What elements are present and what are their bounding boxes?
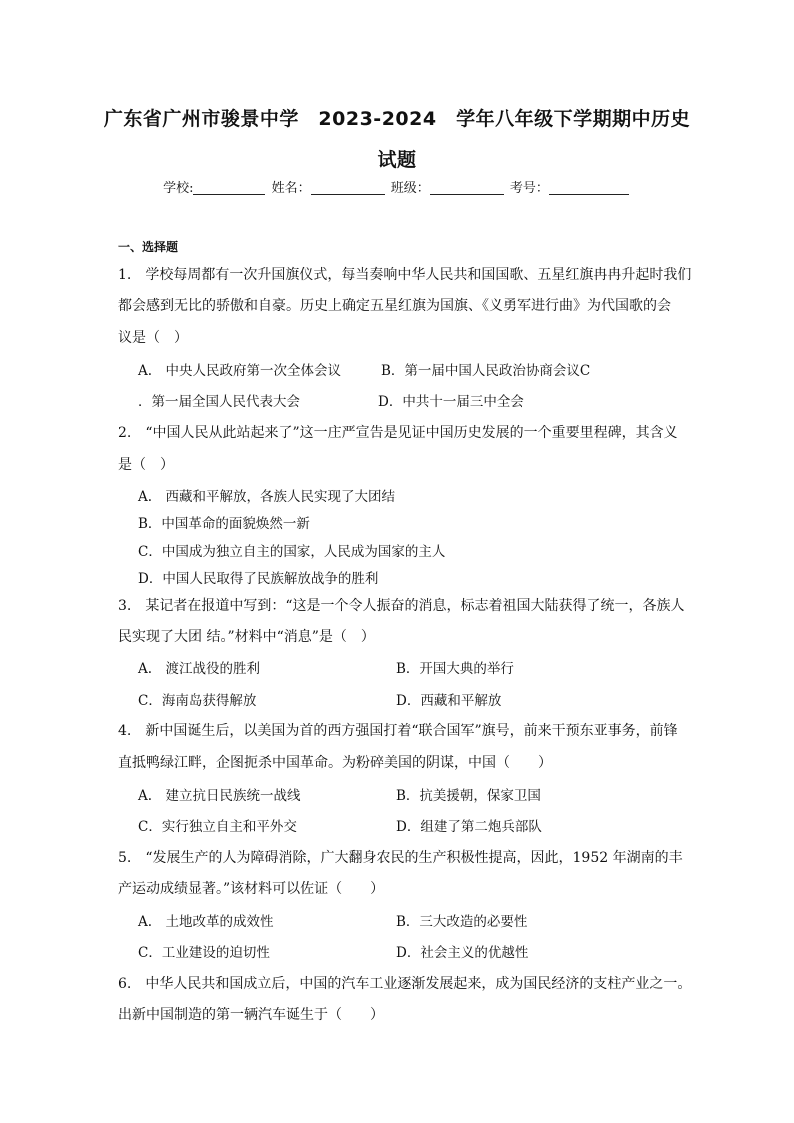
- q4-option-d: D．组建了第二炮兵部队: [396, 819, 542, 835]
- q2-option-b: B．中国革命的面貌焕然一新: [138, 516, 310, 532]
- q4-option-c: C．实行独立自主和平外交: [138, 819, 297, 835]
- exam-title-line2: 试题: [377, 149, 417, 171]
- q5-option-a: A. 土地改革的成效性: [138, 914, 274, 930]
- exam-number-blank[interactable]: [549, 180, 629, 195]
- q3-stem-line2: 民实现了大团 结。”材料中“消息”是（ ）: [118, 629, 375, 645]
- q2-stem-line1: 2. “中国人民从此站起来了”这一庄严宣告是见证中国历史发展的一个重要里程碑，其含义: [118, 425, 678, 441]
- q2-option-d: D．中国人民取得了民族解放战争的胜利: [138, 571, 379, 587]
- q4-option-b: B．抗美援朝，保家卫国: [396, 788, 541, 804]
- q4-stem-line2: 直抵鸭绿江畔，企图扼杀中国革命。为粉碎美国的阴谋，中国（ ）: [118, 755, 552, 771]
- q4-stem-line1: 4. 新中国诞生后，以美国为首的西方强国打着“联合国军”旗号，前来干预东亚事务，前锋: [118, 723, 678, 739]
- q5-option-b: B．三大改造的必要性: [396, 914, 528, 930]
- q6-stem-line2: 出新中国制造的第一辆汽车诞生于（ ）: [118, 1007, 384, 1023]
- q4-option-a: A. 建立抗日民族统一战线: [138, 788, 301, 804]
- section-heading: 一、选择题: [118, 240, 179, 254]
- student-info-row: [0, 177, 794, 196]
- q3-option-a: A. 渡江战役的胜利: [138, 661, 261, 677]
- class-label: 班级：: [390, 181, 430, 196]
- exam-title-line1: 广东省广州市骏景中学 2023-2024 学年八年级下学期期中历史: [103, 108, 691, 130]
- q3-stem-line1: 3. 某记者在报道中写到：“这是一个令人振奋的消息，标志着祖国大陆获得了统一，各族人: [118, 598, 685, 614]
- q1-stem-line1: 1. 学校每周都有一次升国旗仪式，每当奏响中华人民共和国国歌、五星红旗冉冉升起时我们: [118, 267, 692, 283]
- q5-option-c: C．工业建设的迫切性: [138, 945, 270, 961]
- q5-option-d: D．社会主义的优越性: [396, 945, 529, 961]
- q1-option-c: ．第一届全国人民代表大会: [138, 394, 300, 410]
- q3-option-b: B．开国大典的举行: [396, 661, 514, 677]
- exam-number-label: 考号：: [509, 181, 549, 196]
- q1-option-b: B．第一届中国人民政治协商会议C: [381, 363, 591, 379]
- school-label: 学校:: [163, 181, 194, 196]
- q1-option-a: A. 中央人民政府第一次全体会议: [138, 363, 342, 379]
- class-blank[interactable]: [430, 180, 504, 195]
- q3-option-c: C．海南岛获得解放: [138, 693, 257, 709]
- name-blank[interactable]: [311, 180, 385, 195]
- q3-option-d: D．西藏和平解放: [396, 693, 502, 709]
- q2-stem-line2: 是（ ）: [118, 457, 174, 473]
- q1-stem-line3: 议是（ ）: [118, 330, 188, 346]
- q1-stem-line2: 都会感到无比的骄傲和自豪。历史上确定五星红旗为国旗、《义勇军进行曲》为代国歌的会: [118, 298, 671, 314]
- q1-option-d: D．中共十一届三中全会: [378, 394, 524, 410]
- name-label: 姓名：: [271, 181, 311, 196]
- q5-stem-line1: 5. “发展生产的人为障碍消除，广大翻身农民的生产积极性提高，因此，1952 年湖南的丰: [118, 850, 683, 866]
- q5-stem-line2: 产运动成绩显著。”该材料可以佐证（ ）: [118, 881, 385, 897]
- q2-option-a: A. 西藏和平解放，各族人民实现了大团结: [138, 489, 396, 505]
- q2-option-c: C．中国成为独立自主的国家，人民成为国家的主人: [138, 544, 446, 560]
- school-blank[interactable]: [193, 180, 265, 195]
- q6-stem-line1: 6. 中华人民共和国成立后，中国的汽车工业逐渐发展起来，成为国民经济的支柱产业之一。: [118, 976, 692, 992]
